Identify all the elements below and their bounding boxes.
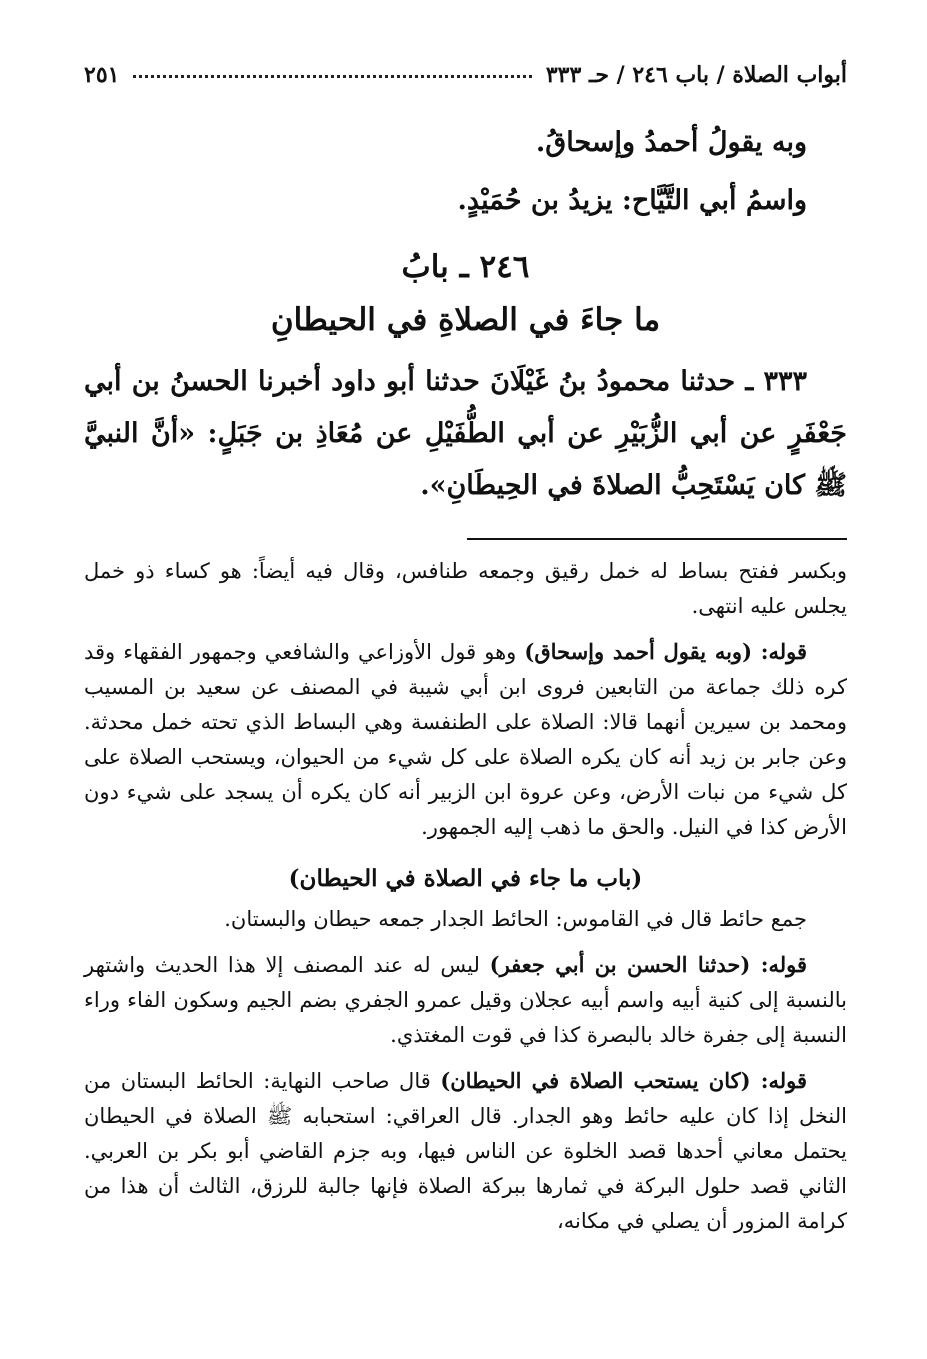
commentary-quote-label: قوله: (وبه يقول أحمد وإسحاق)	[524, 639, 808, 664]
chapter-number: ٢٤٦ ـ بابُ	[401, 249, 530, 285]
commentary-quote-label: قوله: (كان يستحب الصلاة في الحيطان)	[440, 1068, 808, 1093]
header-title: أبواب الصلاة / باب ٢٤٦ / حـ ٣٣٣	[545, 62, 847, 88]
commentary-subheading: (باب ما جاء في الصلاة في الحيطان)	[288, 865, 643, 892]
hadith-text: ٣٣٣ ـ حدثنا محمودُ بنُ غَيْلَانَ حدثنا أبو داود أخبرنا الحسنُ بن أبي جَعْفَرٍ عن أبي الزُّبَيْرِ عن أبي الطُّفَيْلِ عن مُعَاذِ بن جَبَلٍ: «أنَّ النبيَّ ﷺ كان يَسْتَحِبُّ الصلاةَ في الحِيطَانِ».	[84, 366, 847, 501]
commentary-paragraph-1	[84, 634, 847, 845]
matn-section	[84, 114, 847, 230]
header-leader-dots	[133, 75, 531, 78]
footnote-divider	[467, 538, 847, 540]
page-number: ٢٥١	[84, 62, 120, 88]
commentary-paragraph-2: جمع حائط قال في القاموس: الحائط الجدار جمعه حيطان والبستان.	[224, 907, 807, 931]
chapter-title: ما جاءَ في الصلاةِ في الحيطانِ	[270, 302, 661, 338]
matn-line-2: واسمُ أبي التَّيَّاح: يزيدُ بن حُمَيْدٍ.	[457, 185, 807, 216]
commentary-text: ليس له عند المصنف إلا هذا الحديث واشتهر بالنسبة إلى كنية أبيه واسم أبيه عجلان وقيل عمرو الجفري بضم الجيم وسكون الفاء وراء النسبة إلى جفرة خالد بالبصرة كذا في قوت المغتذي.	[84, 953, 847, 1047]
commentary-quote-label: قوله: (حدثنا الحسن بن أبي جعفر)	[489, 952, 807, 977]
running-header	[84, 62, 847, 88]
commentary-paragraph-4	[84, 1063, 847, 1239]
commentary-paragraph-0: وبكسر ففتح بساط له خمل رقيق وجمعه طنافس، وقال فيه أيضاً: هو كساء ذو خمل يجلس عليه انتهى.	[84, 559, 847, 618]
commentary-text: قال صاحب النهاية: الحائط البستان من النخل إذا كان عليه حائط وهو الجدار. قال العراقي: استحبابه ﷺ الصلاة في الحيطان يحتمل معاني أحدها قصد الخلوة عن الناس فيها، وبه جزم القاضي أبو بكر بن العربي. الثاني قصد حلول البركة في ثمارها ببركة الصلاة فإنها جالبة للرزق، الثالث أن هذا من كرامة المزور أن يصلي في مكانه،	[84, 1069, 847, 1233]
commentary-paragraph-3	[84, 947, 847, 1053]
commentary-text: وهو قول الأوزاعي والشافعي وجمهور الفقهاء وقد كره ذلك جماعة من التابعين فروى ابن أبي شيبة في المصنف عن سعيد بن المسيب ومحمد بن سيرين أنهما قالا: الصلاة على الطنفسة وهي البساط الذي تحته خمل محدثة. وعن جابر بن زيد أنه كان يكره الصلاة على كل شيء من الحيوان، ويستحب الصلاة على كل شيء من نبات الأرض، وعن عروة ابن الزبير أنه كان يكره أن يسجد على شيء دون الأرض كذا في النيل. والحق ما ذهب إليه الجمهور.	[84, 640, 847, 839]
commentary-section	[84, 554, 847, 1239]
matn-line-1: وبه يقولُ أحمدُ وإسحاقُ.	[535, 127, 807, 158]
